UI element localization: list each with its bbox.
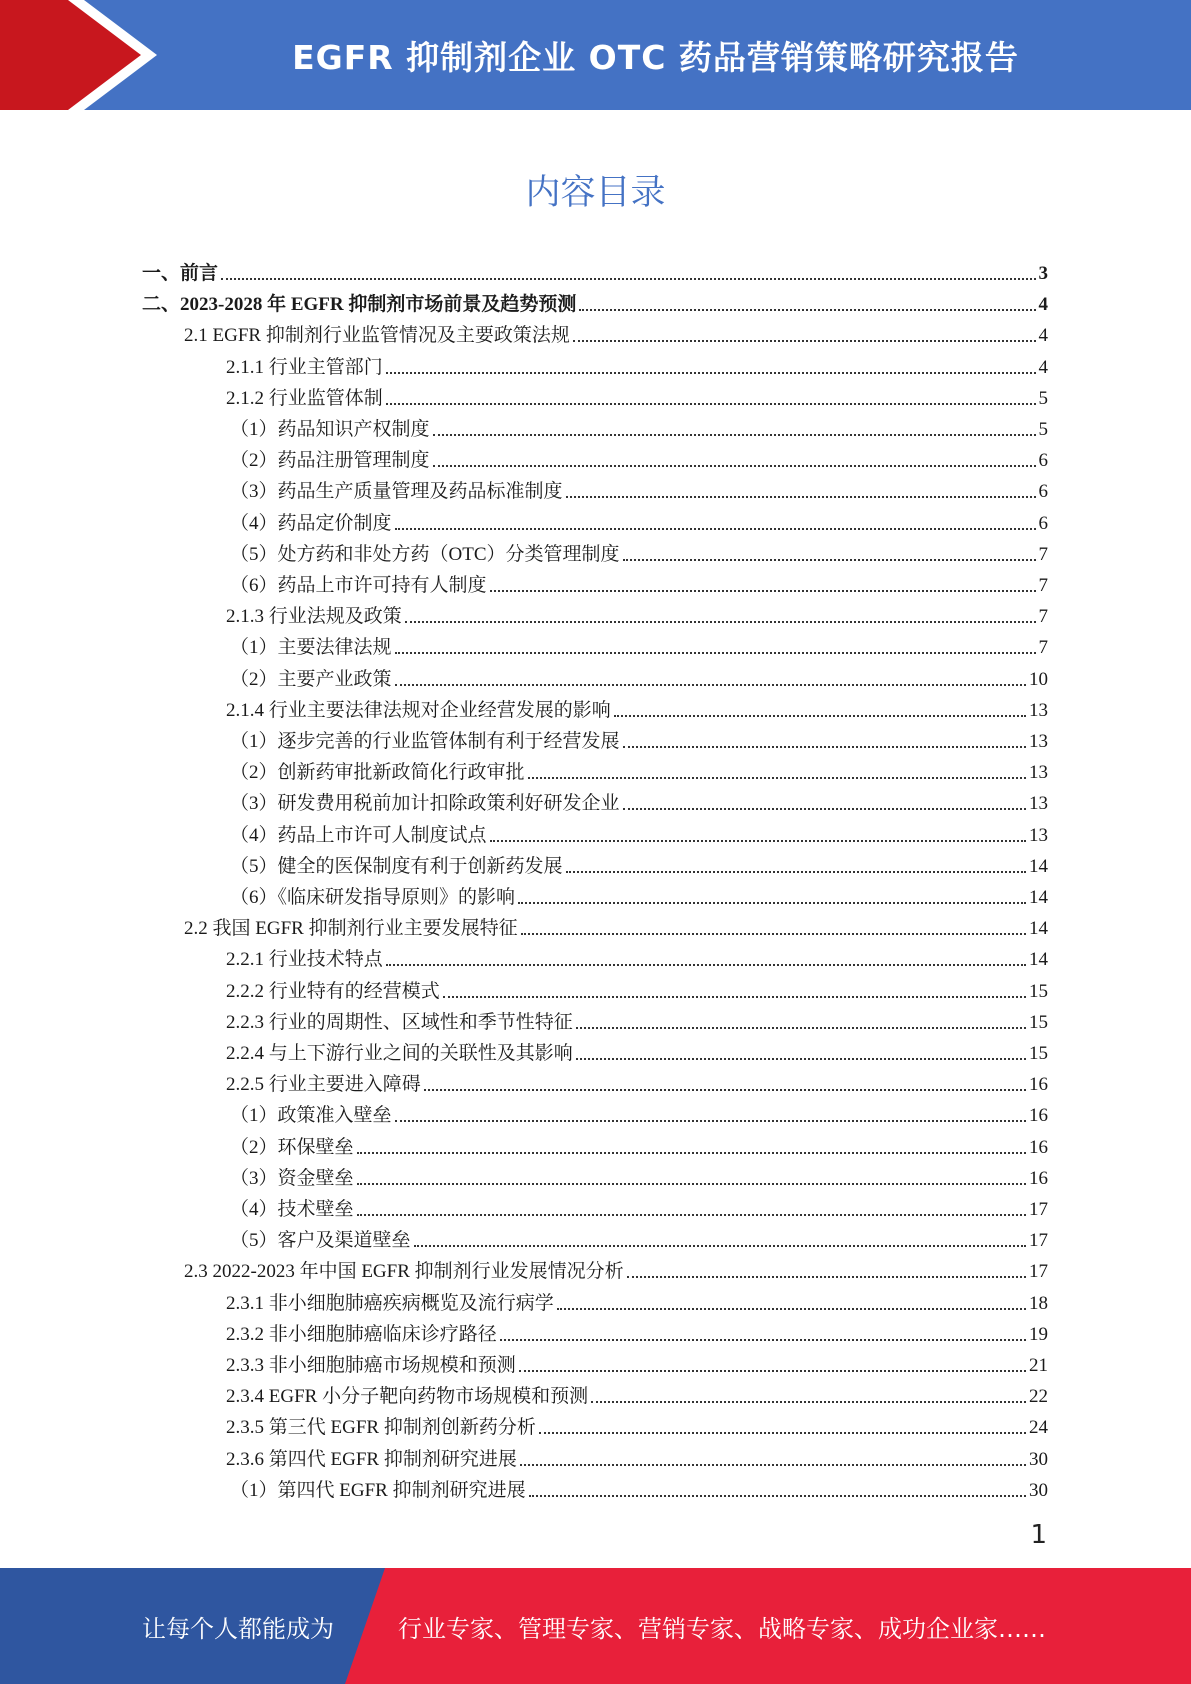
toc-entry[interactable] bbox=[230, 722, 1048, 753]
toc-entry[interactable] bbox=[184, 909, 1048, 940]
toc-entry-title: 2.1.2 行业监管体制 bbox=[226, 387, 383, 409]
toc-entry[interactable] bbox=[226, 1315, 1048, 1346]
toc-entry-page: 10 bbox=[1029, 668, 1048, 690]
toc-entry-page: 6 bbox=[1038, 450, 1048, 472]
toc-leader-dots bbox=[395, 528, 1036, 530]
toc-entry-page: 4 bbox=[1038, 294, 1048, 316]
page-footer bbox=[0, 1568, 1191, 1684]
toc-leader-dots bbox=[424, 1089, 1026, 1091]
toc-entry-title: （6）《临床研发指导原则》的影响 bbox=[230, 887, 516, 908]
toc-leader-dots bbox=[518, 902, 1026, 904]
toc-leader-dots bbox=[579, 309, 1035, 311]
toc-entry-title: （2）创新药审批新政简化行政审批 bbox=[230, 762, 525, 784]
toc-entry-page: 16 bbox=[1029, 1167, 1048, 1189]
toc-leader-dots bbox=[500, 1339, 1026, 1341]
toc-entry-title: （4）药品定价制度 bbox=[230, 512, 392, 534]
footer-slogan-left: 让每个人都能成为 bbox=[142, 1614, 334, 1643]
toc-leader-dots bbox=[614, 715, 1026, 717]
toc-leader-dots bbox=[566, 496, 1036, 498]
toc-leader-dots bbox=[357, 1152, 1026, 1154]
toc-entry-title: （5）处方药和非处方药（OTC）分类管理制度 bbox=[230, 543, 620, 565]
toc-leader-dots bbox=[573, 340, 1036, 342]
toc-leader-dots bbox=[433, 434, 1036, 436]
toc-entry-page: 17 bbox=[1029, 1261, 1048, 1283]
toc-entry-page: 7 bbox=[1038, 637, 1048, 659]
toc-leader-dots bbox=[623, 808, 1026, 810]
toc-entry[interactable] bbox=[230, 753, 1048, 784]
toc-entry-title: 一、前言 bbox=[142, 263, 219, 284]
toc-entry-page: 7 bbox=[1038, 543, 1048, 565]
toc-entry-page: 14 bbox=[1029, 855, 1048, 877]
toc-entry-title: （3）药品生产质量管理及药品标准制度 bbox=[230, 481, 563, 503]
toc-entry[interactable] bbox=[230, 535, 1048, 566]
toc-entry-title: （2）环保壁垒 bbox=[230, 1136, 354, 1158]
toc-leader-dots bbox=[623, 746, 1026, 748]
footer-slogan-right: 行业专家、管理专家、营销专家、战略专家、成功企业家…… bbox=[398, 1614, 1046, 1643]
toc-leader-dots bbox=[357, 1183, 1026, 1185]
toc-entry-page: 13 bbox=[1029, 731, 1048, 752]
toc-leader-dots bbox=[433, 465, 1036, 467]
toc-heading: 内容目录 bbox=[525, 173, 666, 213]
toc-entry[interactable] bbox=[142, 285, 1048, 316]
toc-entry-page: 30 bbox=[1029, 1448, 1048, 1470]
toc-leader-dots bbox=[529, 1495, 1026, 1497]
header-chevron-decoration bbox=[0, 0, 170, 110]
toc-entry[interactable] bbox=[226, 1284, 1048, 1315]
toc-entry-title: 2.1 EGFR 抑制剂行业监管情况及主要政策法规 bbox=[184, 325, 570, 347]
toc-entry[interactable] bbox=[184, 316, 1048, 347]
toc-entry-title: （5）客户及渠道壁垒 bbox=[230, 1230, 411, 1252]
toc-leader-dots bbox=[395, 1120, 1026, 1122]
toc-entry-page: 17 bbox=[1029, 1199, 1048, 1220]
toc-leader-dots bbox=[414, 1245, 1026, 1247]
toc-entry-page: 13 bbox=[1029, 793, 1048, 815]
toc-leader-dots bbox=[395, 652, 1036, 654]
toc-entry-page: 15 bbox=[1029, 1011, 1048, 1033]
toc-leader-dots bbox=[386, 372, 1036, 374]
toc-entry-title: 2.2 我国 EGFR 抑制剂行业主要发展特征 bbox=[184, 918, 518, 940]
toc-leader-dots bbox=[539, 1432, 1026, 1434]
toc-entry-page: 14 bbox=[1029, 918, 1048, 940]
toc-entry-title: （3）资金壁垒 bbox=[230, 1167, 354, 1189]
toc-entry-page: 17 bbox=[1029, 1230, 1048, 1252]
toc-entry[interactable] bbox=[230, 441, 1048, 472]
toc-entry[interactable] bbox=[230, 847, 1048, 878]
toc-entry[interactable] bbox=[226, 597, 1048, 628]
toc-entry[interactable] bbox=[226, 691, 1048, 722]
toc-entry-page: 18 bbox=[1029, 1292, 1048, 1314]
toc-entry[interactable] bbox=[230, 628, 1048, 659]
toc-entry-page: 19 bbox=[1029, 1323, 1048, 1345]
toc-entry-page: 7 bbox=[1038, 606, 1048, 628]
toc-entry-title: 2.3.2 非小细胞肺癌临床诊疗路径 bbox=[226, 1323, 497, 1345]
toc-entry[interactable] bbox=[230, 878, 1048, 909]
toc-entry-page: 13 bbox=[1029, 762, 1048, 784]
toc-leader-dots bbox=[566, 871, 1026, 873]
toc-leader-dots bbox=[221, 278, 1035, 280]
toc-entry-title: 2.3.5 第三代 EGFR 抑制剂创新药分析 bbox=[226, 1417, 536, 1439]
toc-entry-page: 5 bbox=[1038, 387, 1048, 409]
toc-entry-title: 2.3.1 非小细胞肺癌疾病概览及流行病学 bbox=[226, 1292, 554, 1314]
toc-entry-page: 5 bbox=[1038, 419, 1048, 440]
toc-entry[interactable] bbox=[230, 660, 1048, 691]
toc-entry[interactable] bbox=[226, 1034, 1048, 1065]
toc-entry-title: （6）药品上市许可持有人制度 bbox=[230, 575, 487, 596]
toc-entry-page: 22 bbox=[1029, 1386, 1048, 1408]
toc-leader-dots bbox=[557, 1308, 1026, 1310]
toc-entry-page: 3 bbox=[1038, 263, 1048, 284]
toc-entry-title: 2.3 2022-2023 年中国 EGFR 抑制剂行业发展情况分析 bbox=[184, 1261, 624, 1283]
toc-entry-title: 2.1.3 行业法规及政策 bbox=[226, 606, 402, 628]
toc-entry[interactable] bbox=[226, 1003, 1048, 1034]
toc-entry[interactable] bbox=[230, 566, 1048, 597]
toc-leader-dots bbox=[528, 777, 1026, 779]
toc-entry-title: （1）主要法律法规 bbox=[230, 637, 392, 659]
toc-entry-page: 30 bbox=[1029, 1479, 1048, 1501]
toc-entry-title: （3）研发费用税前加计扣除政策利好研发企业 bbox=[230, 793, 620, 815]
toc-entry-title: （2）药品注册管理制度 bbox=[230, 450, 430, 472]
toc-entry[interactable] bbox=[230, 1221, 1048, 1252]
toc-leader-dots bbox=[386, 964, 1026, 966]
toc-entry-page: 13 bbox=[1029, 824, 1048, 846]
toc-entry-page: 6 bbox=[1038, 512, 1048, 534]
toc-leader-dots bbox=[576, 1058, 1026, 1060]
toc-entry[interactable] bbox=[230, 816, 1048, 847]
toc-entry-title: 2.3.4 EGFR 小分子靶向药物市场规模和预测 bbox=[226, 1386, 589, 1408]
toc-entry-title: 2.2.4 与上下游行业之间的关联性及其影响 bbox=[226, 1043, 573, 1064]
toc-leader-dots bbox=[490, 590, 1036, 592]
toc-leader-dots bbox=[490, 840, 1026, 842]
toc-entry[interactable] bbox=[142, 254, 1048, 285]
toc-entry-page: 14 bbox=[1029, 887, 1048, 908]
toc-entry[interactable] bbox=[226, 1440, 1048, 1471]
toc-entry-title: 2.2.1 行业技术特点 bbox=[226, 949, 383, 971]
toc-entry-page: 13 bbox=[1029, 699, 1048, 721]
toc-leader-dots bbox=[576, 1027, 1026, 1029]
toc-entry[interactable] bbox=[230, 1190, 1048, 1221]
toc-entry[interactable] bbox=[230, 1096, 1048, 1127]
toc-entry-title: （4）药品上市许可人制度试点 bbox=[230, 824, 487, 846]
toc-entry-title: 2.1.1 行业主管部门 bbox=[226, 356, 383, 378]
toc-entry-page: 4 bbox=[1038, 325, 1048, 347]
toc-entry-page: 21 bbox=[1029, 1355, 1048, 1376]
report-title: EGFR 抑制剂企业 OTC 药品营销策略研究报告 bbox=[292, 37, 1019, 77]
toc-entry-title: 二、2023-2028 年 EGFR 抑制剂市场前景及趋势预测 bbox=[142, 294, 577, 316]
toc-entry-title: （2）主要产业政策 bbox=[230, 668, 392, 690]
toc-entry[interactable] bbox=[226, 1346, 1048, 1377]
toc-entry-title: （1）逐步完善的行业监管体制有利于经营发展 bbox=[230, 731, 620, 752]
toc-entry[interactable] bbox=[230, 784, 1048, 815]
toc-leader-dots bbox=[623, 559, 1036, 561]
toc-entry-title: （1）政策准入壁垒 bbox=[230, 1105, 392, 1127]
toc-entry-page: 16 bbox=[1029, 1105, 1048, 1127]
toc-entry-title: 2.1.4 行业主要法律法规对企业经营发展的影响 bbox=[226, 699, 611, 721]
toc-entry-title: （1）药品知识产权制度 bbox=[230, 419, 430, 440]
toc-leader-dots bbox=[520, 1464, 1026, 1466]
toc-entry[interactable] bbox=[230, 1159, 1048, 1190]
toc-entry-page: 15 bbox=[1029, 1043, 1048, 1064]
toc-entry-title: （1）第四代 EGFR 抑制剂研究进展 bbox=[230, 1479, 526, 1501]
toc-leader-dots bbox=[519, 1370, 1026, 1372]
toc-entry-title: 2.3.6 第四代 EGFR 抑制剂研究进展 bbox=[226, 1448, 517, 1470]
toc-entry[interactable] bbox=[226, 972, 1048, 1003]
toc-entry[interactable] bbox=[226, 1065, 1048, 1096]
toc-entry-page: 7 bbox=[1038, 575, 1048, 596]
toc-entry[interactable] bbox=[226, 348, 1048, 379]
toc-entry-title: 2.3.3 非小细胞肺癌市场规模和预测 bbox=[226, 1355, 516, 1376]
toc-entry[interactable] bbox=[226, 1377, 1048, 1408]
toc-entry-title: 2.2.5 行业主要进入障碍 bbox=[226, 1074, 421, 1096]
toc-entry-page: 6 bbox=[1038, 481, 1048, 503]
toc-leader-dots bbox=[591, 1401, 1026, 1403]
toc-leader-dots bbox=[443, 996, 1026, 998]
toc-entry[interactable] bbox=[230, 410, 1048, 441]
toc-leader-dots bbox=[521, 933, 1026, 935]
toc-entry-page: 24 bbox=[1029, 1417, 1048, 1439]
toc-leader-dots bbox=[395, 684, 1026, 686]
toc-leader-dots bbox=[405, 621, 1036, 623]
toc-entry-title: 2.2.3 行业的周期性、区域性和季节性特征 bbox=[226, 1011, 573, 1033]
toc-entry[interactable] bbox=[226, 379, 1048, 410]
toc-entry-title: 2.2.2 行业特有的经营模式 bbox=[226, 980, 440, 1002]
toc-entry[interactable] bbox=[230, 1128, 1048, 1159]
toc-entry-page: 15 bbox=[1029, 980, 1048, 1002]
toc-entry[interactable] bbox=[230, 472, 1048, 503]
toc-leader-dots bbox=[357, 1214, 1026, 1216]
toc-entry[interactable] bbox=[226, 1408, 1048, 1439]
toc-entry[interactable] bbox=[230, 504, 1048, 535]
toc-entry[interactable] bbox=[230, 1471, 1048, 1502]
page-header-band bbox=[0, 0, 1191, 110]
toc-leader-dots bbox=[386, 403, 1036, 405]
toc-entry-page: 16 bbox=[1029, 1074, 1048, 1096]
toc-entry[interactable] bbox=[226, 940, 1048, 971]
toc-entry-page: 4 bbox=[1038, 356, 1048, 378]
toc-entry[interactable] bbox=[184, 1252, 1048, 1283]
toc-entry-page: 16 bbox=[1029, 1136, 1048, 1158]
toc-leader-dots bbox=[627, 1276, 1026, 1278]
page-number: 1 bbox=[1030, 1520, 1047, 1550]
toc-entry-page: 14 bbox=[1029, 949, 1048, 971]
toc-entry-title: （4）技术壁垒 bbox=[230, 1199, 354, 1220]
toc-entry-title: （5）健全的医保制度有利于创新药发展 bbox=[230, 855, 563, 877]
